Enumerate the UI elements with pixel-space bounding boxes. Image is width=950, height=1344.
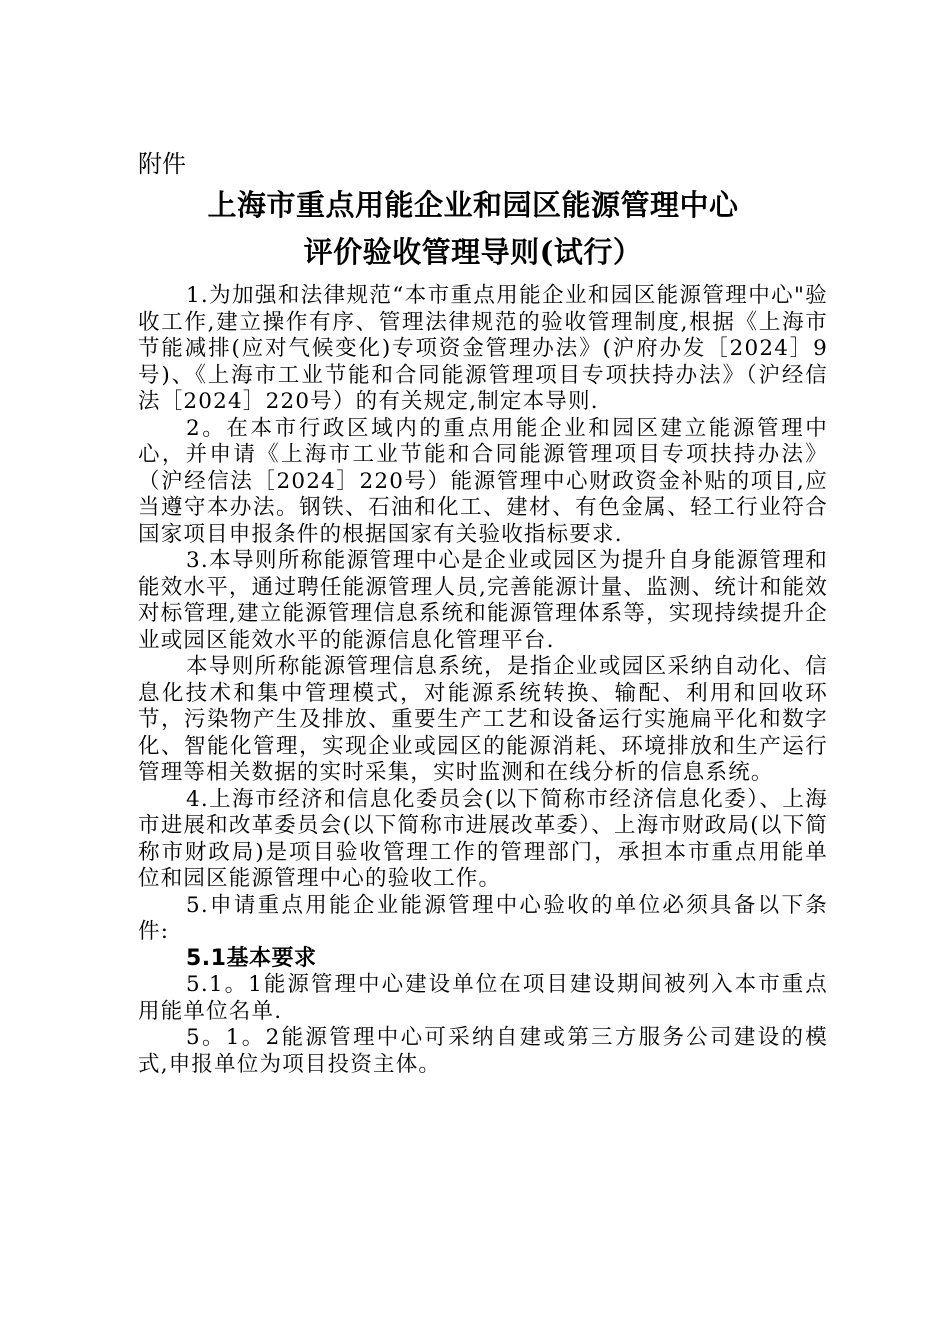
paragraph-2: 2。在本市行政区域内的重点用能企业和园区建立能源管理中心，并申请《上海市工业节能和合同能源管理项目专项扶持办法》（沪经信法［2024］220号）能源管理中心财政资金补贴的项目,应当遵守本办法。钢铁、石油和化工、建材、有色金属、轻工行业符合国家项目申报条件的根据国家有关验收指标要求. [138,415,828,547]
document-body [138,283,828,1078]
document-title-line-1: 上海市重点用能企业和园区能源管理中心 [207,188,739,222]
paragraph-5-1-2: 5。1。2能源管理中心可采纳自建或第三方服务公司建设的模式,申报单位为项目投资主体。 [138,1025,828,1077]
paragraph-3: 3.本导则所称能源管理中心是企业或园区为提升自身能源管理和能效水平，通过聘任能源管理人员,完善能源计量、监测、统计和能效对标管理,建立能源管理信息系统和能源管理体系等，实现持续提升企业或园区能效水平的能源信息化管理平台. [138,548,828,653]
paragraph-4: 4.上海市经济和信息化委员会(以下简称市经济信息化委）、上海市进展和改革委员会(以下简称市进展改革委）、上海市财政局(以下简称市财政局)是项目验收管理工作的管理部门，承担本市重点用能单位和园区能源管理中心的验收工作。 [138,786,828,891]
document-title-line-2: 评价验收管理导则(试行） [303,235,643,269]
paragraph-3-definition: 本导则所称能源管理信息系统，是指企业或园区采纳自动化、信息化技术和集中管理模式，对能源系统转换、输配、利用和回收环节，污染物产生及排放、重要生产工艺和设备运行实施扁平化和数字化、智能化管理，实现企业或园区的能源消耗、环境排放和生产运行管理等相关数据的实时采集，实时监测和在线分析的信息系统。 [138,654,828,785]
paragraph-5-1-1: 5.1。1能源管理中心建设单位在项目建设期间被列入本市重点用能单位名单. [138,972,828,1024]
paragraph-5: 5.申请重点用能企业能源管理中心验收的单位必须具备以下条件: [138,892,828,944]
section-heading-5-1: 5.1基本要求 [186,945,317,971]
paragraph-1: 1.为加强和法律规范“本市重点用能企业和园区能源管理中心"验收工作,建立操作有序、管理法律规范的验收管理制度,根据《上海市节能减排(应对气候变化)专项资金管理办法》(沪府办发［2024］9号)、《上海市工业节能和合同能源管理项目专项扶持办法》（沪经信法［2024］220号）的有关规定,制定本导则. [138,283,828,414]
attachment-label: 附件 [138,150,186,178]
